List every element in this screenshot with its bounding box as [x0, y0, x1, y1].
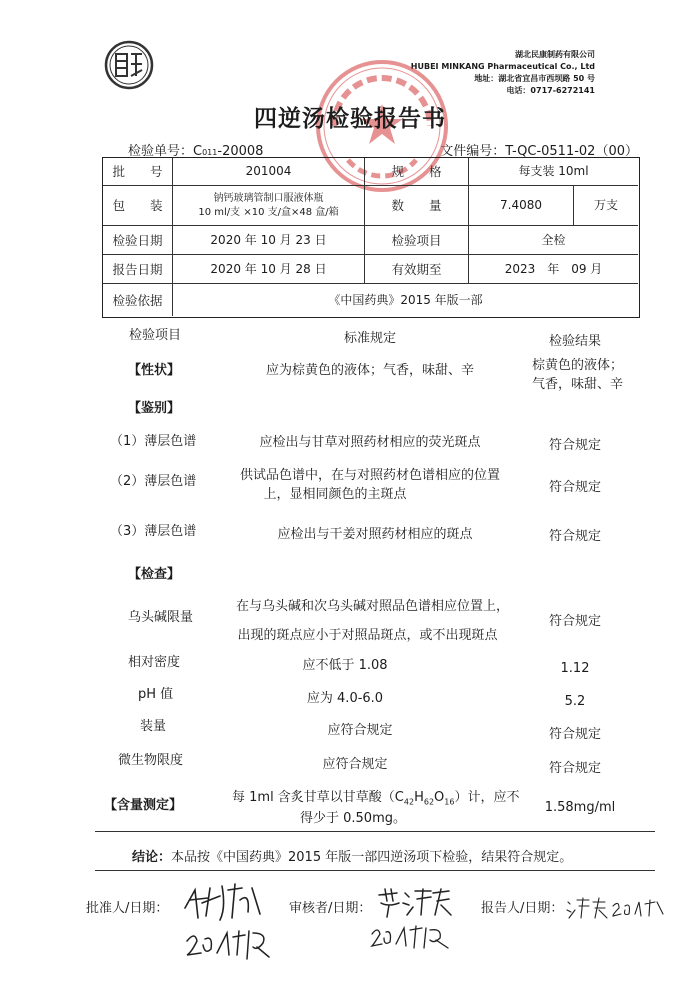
assay-label: 【含量测定】 [104, 798, 183, 813]
approver-signature [180, 878, 270, 923]
tlc2-standard-1: 供试品色谱中，在与对照药材色谱相应的位置 [239, 468, 500, 483]
approver-date-handwritten [183, 925, 278, 965]
inspection-number: 检验单号：C011-20008 [128, 144, 264, 159]
density-result: 1.12 [560, 661, 590, 676]
basis-label: 检验依据 [103, 284, 173, 316]
file-number: 文件编号：T-QC-0511-02（00） [440, 144, 638, 159]
density-label: 相对密度 [128, 655, 181, 670]
ph-result: 5.2 [564, 694, 586, 709]
reviewer-date-handwritten [368, 922, 453, 952]
batch-value: 201004 [173, 158, 365, 186]
ph-label: pH 值 [138, 687, 174, 702]
check-label: 【检查】 [128, 567, 181, 582]
tlc1-standard: 应检出与甘草对照药材相应的荧光斑点 [259, 435, 481, 450]
density-standard: 应不低于 1.08 [302, 658, 388, 673]
quantity-value: 7.4080 [469, 186, 574, 226]
reviewer-signature [375, 885, 455, 919]
reviewer-label: 审核者/日期： [289, 901, 372, 916]
basis-value: 《中国药典》2015 年版一部 [328, 292, 483, 307]
tlc3-label: （3）薄层色谱 [110, 524, 197, 539]
company-name-en: HUBEI MINKANG Pharmaceutical Co., Ltd [410, 62, 595, 71]
fill-standard: 应符合规定 [327, 723, 393, 738]
assay-standard-2: 得少于 0.50mg。 [300, 811, 406, 826]
fill-label: 装量 [140, 719, 167, 734]
quantity-label: 数 量 [365, 186, 469, 226]
package-label: 包 装 [103, 186, 173, 226]
package-value: 钠钙玻璃管制口服液体瓶 10 ml/支 ×10 支/盒×48 盒/箱 [173, 186, 365, 226]
report-date-value: 2020 年 10 月 28 日 [173, 255, 365, 284]
test-date-value: 2020 年 10 月 23 日 [173, 226, 365, 255]
header-item: 检验项目 [128, 328, 181, 343]
aconitine-standard-1: 在与乌头碱和次乌头碱对照品色谱相应位置上， [235, 599, 509, 614]
report-date-label: 报告日期 [103, 255, 173, 284]
appearance-label: 【性状】 [128, 363, 181, 378]
approver-label: 批准人/日期： [86, 901, 169, 916]
tlc1-result: 符合规定 [548, 438, 601, 453]
test-item-label: 检验项目 [365, 226, 469, 255]
tlc2-result: 符合规定 [548, 480, 601, 495]
company-phone: 电话：0717-6272141 [506, 86, 595, 95]
microbe-result: 符合规定 [548, 761, 601, 776]
batch-label: 批 号 [103, 158, 173, 186]
company-logo-icon [104, 40, 154, 90]
conclusion: 结论：本品按《中国药典》2015 年版一部四逆汤项下检验，结果符合规定。 [132, 850, 573, 865]
tlc2-label: （2）薄层色谱 [110, 474, 197, 489]
appearance-standard: 应为棕黄色的液体；气香，味甜、辛 [265, 363, 474, 378]
assay-result: 1.58mg/ml [544, 800, 616, 815]
quantity-unit: 万支 [574, 186, 638, 226]
tlc2-standard-2: 上，显相同颜色的主斑点 [263, 487, 407, 502]
company-address: 地址：湖北省宜昌市西坝路 50 号 [474, 74, 595, 83]
spec-value: 每支装 10ml [469, 158, 638, 186]
header-result: 检验结果 [548, 334, 601, 349]
divider-bottom [95, 870, 655, 871]
ph-standard: 应为 4.0-6.0 [306, 691, 384, 706]
microbe-label: 微生物限度 [118, 753, 184, 768]
reporter-label: 报告人/日期： [481, 901, 564, 916]
reporter-signature [565, 896, 670, 922]
aconitine-standard-2: 出现的斑点应小于对照品斑点，或不出现斑点 [237, 628, 498, 643]
header-standard: 标准规定 [343, 331, 396, 346]
aconitine-result: 符合规定 [548, 614, 601, 629]
tlc3-standard: 应检出与干姜对照药材相应的斑点 [277, 527, 473, 542]
assay-standard-1: 每 1ml 含炙甘草以甘草酸$(C_{42}H_{62}O_{16})$计，应不 [232, 790, 520, 807]
info-table [102, 157, 640, 318]
appearance-result-1: 棕黄色的液体； [532, 358, 624, 373]
divider-top [95, 831, 655, 832]
tlc1-label: （1）薄层色谱 [110, 434, 197, 449]
company-name-cn: 湖北民康制药有限公司 [515, 50, 595, 59]
tlc3-result: 符合规定 [548, 529, 601, 544]
spec-label: 规 格 [365, 158, 469, 186]
microbe-standard: 应符合规定 [322, 757, 388, 772]
expiry-value: 2023 年 09 月 [469, 255, 638, 284]
test-date-label: 检验日期 [103, 226, 173, 255]
aconitine-label: 乌头碱限量 [128, 610, 194, 625]
report-title: 四逆汤检验报告书 [254, 106, 446, 132]
expiry-label: 有效期至 [365, 255, 469, 284]
test-item-value: 全检 [469, 226, 638, 255]
identify-label: 【鉴别】 [128, 401, 181, 416]
appearance-result-2: 气香，味甜、辛 [532, 377, 624, 392]
fill-result: 符合规定 [548, 727, 601, 742]
